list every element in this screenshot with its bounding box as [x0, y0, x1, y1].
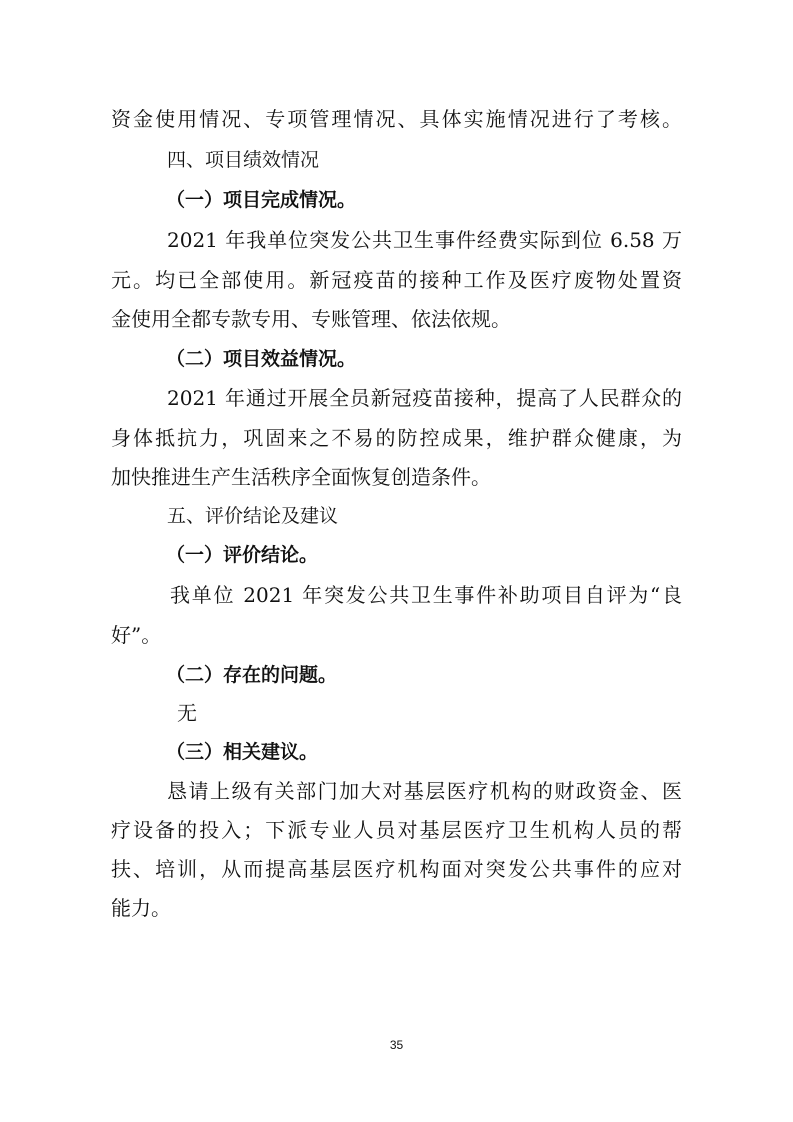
- paragraph-line: 扶、培训，从而提高基层医疗机构面对突发公共事件的应对: [111, 857, 682, 881]
- subheading-related-suggestions: （三）相关建议。: [166, 741, 319, 763]
- subheading-project-completion: （一）项目完成情况。: [166, 189, 357, 211]
- page-number: 35: [389, 1038, 404, 1052]
- paragraph-line: 2021 年通过开展全员新冠疫苗接种，提高了人民群众的: [167, 386, 682, 410]
- paragraph-line: 疗设备的投入；下派专业人员对基层医疗卫生机构人员的帮: [111, 818, 682, 842]
- section-heading-4: 四、项目绩效情况: [167, 149, 320, 171]
- subheading-existing-problems: （二）存在的问题。: [166, 664, 338, 686]
- paragraph-line: 金使用全都专款专用、专账管理、依法依规。: [111, 307, 511, 331]
- paragraph-line: 加快推进生产生活秩序全面恢复创造条件。: [111, 465, 491, 489]
- paragraph-line: 2021 年我单位突发公共卫生事件经费实际到位 6.58 万: [167, 228, 682, 252]
- paragraph-line: 我单位 2021 年突发公共卫生事件补助项目自评为“良: [170, 583, 682, 607]
- paragraph-line: 好”。: [111, 623, 162, 647]
- paragraph-line: 身体抵抗力，巩固来之不易的防控成果，维护群众健康，为: [111, 426, 682, 450]
- paragraph-line: 无: [177, 701, 197, 725]
- paragraph-line: 能力。: [111, 896, 171, 920]
- subheading-evaluation-conclusion: （一）评价结论。: [166, 544, 319, 566]
- paragraph-line: 资金使用情况、专项管理情况、具体实施情况进行了考核。: [111, 107, 682, 131]
- section-heading-5: 五、评价结论及建议: [167, 505, 339, 527]
- subheading-project-benefit: （二）项目效益情况。: [166, 348, 357, 370]
- paragraph-line: 恳请上级有关部门加大对基层医疗机构的财政资金、医: [167, 779, 682, 803]
- paragraph-line: 元。均已全部使用。新冠疫苗的接种工作及医疗废物处置资: [111, 268, 682, 292]
